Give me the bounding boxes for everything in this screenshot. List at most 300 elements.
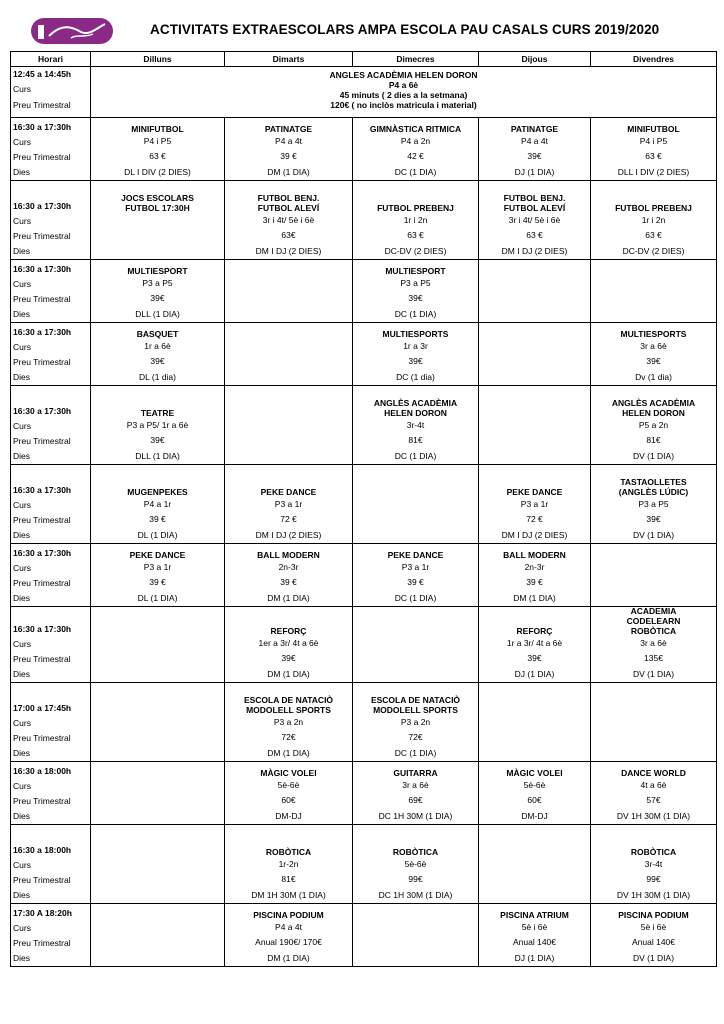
activity-title: ANGLÈS ACADÈMIA (611, 397, 696, 408)
activity-title: BALL MODERN (503, 549, 566, 560)
activity-title: MUGENPEKES (127, 486, 188, 497)
activity-preu: 39€ (646, 514, 661, 524)
activity-dies: DM (1 DIA) (513, 592, 556, 603)
activity-cell (479, 825, 591, 904)
activity-title: REFORÇ (516, 625, 553, 636)
activity-dies: DL (1 dia) (138, 371, 176, 382)
activity-preu: 63 € (407, 230, 424, 240)
activity-curs: 3r i 4t/ 5è i 6è (508, 214, 561, 225)
activity-title: MÀGIC VOLEI (506, 767, 563, 778)
activity-preu: 42 € (407, 151, 424, 161)
label-dies: Dies (13, 530, 31, 540)
activity-curs: 1er a 3r/ 4t a 6è (258, 637, 319, 648)
activity-preu: 81€ (646, 435, 661, 445)
activity-preu: 99€ (646, 874, 661, 884)
activity-dies: DM 1H 30M (1 DIA) (251, 889, 326, 900)
label-preu: Preu Trimestral (13, 357, 71, 367)
activity-title: (ANGLÈS LÚDIC) (618, 486, 689, 497)
row-labels (11, 607, 91, 683)
activity-dies: DC-DV (2 DIES) (622, 245, 685, 256)
activity-curs: 3r-4t (406, 419, 425, 430)
activity-curs: P4 i P5 (639, 135, 668, 146)
row-labels (11, 465, 91, 544)
header-row (11, 52, 717, 67)
label-preu: Preu Trimestral (13, 733, 71, 743)
activity-cell (479, 607, 591, 683)
activity-title: MINIFUTBOL (131, 123, 184, 134)
activity-dies: DLL (1 DIA) (135, 450, 180, 461)
label-preu: Preu Trimestral (13, 875, 71, 885)
label-curs: Curs (13, 216, 31, 226)
col-header: Dijous (479, 52, 591, 67)
activity-cell (91, 683, 225, 762)
row-labels (11, 118, 91, 181)
time-label: 16:30 a 17:30h (13, 122, 72, 132)
activity-title: HELEN DORON (622, 407, 685, 418)
activity-preu: 39 € (149, 577, 166, 587)
label-dies: Dies (13, 309, 31, 319)
activity-preu: 39€ (150, 293, 165, 303)
activity-preu: 57€ (646, 795, 661, 805)
activity-title: MULTIESPORT (127, 265, 188, 276)
activity-title: PEKE DANCE (387, 549, 444, 560)
activity-title: BALL MODERN (257, 549, 320, 560)
activity-cell (225, 260, 353, 323)
activity-cell (591, 825, 717, 904)
activity-curs: 5è i 6è (640, 921, 667, 932)
activity-curs: P5 a 2n (638, 419, 669, 430)
label-preu: Preu Trimestral (13, 152, 71, 162)
activity-preu: Anual 190€/ 170€ (255, 937, 322, 947)
activity-cell (353, 118, 479, 181)
activity-cell (353, 544, 479, 607)
activity-preu: Anual 140€ (631, 937, 675, 947)
label-dies: Dies (13, 811, 31, 821)
time-label: 16:30 a 17:30h (13, 264, 72, 274)
activity-dies: DC 1H 30M (1 DIA) (378, 810, 453, 821)
activity-dies: DLL (1 DIA) (135, 308, 180, 319)
activity-curs: 3r a 6è (402, 779, 429, 790)
activity-title: PEKE DANCE (506, 486, 563, 497)
time-label: 16:30 a 17:30h (13, 548, 72, 558)
time-label: 16:30 a 18:00h (13, 845, 72, 855)
activity-cell (91, 118, 225, 181)
label-preu: Preu Trimestral (13, 294, 71, 304)
activity-cell (479, 118, 591, 181)
schedule-block (11, 260, 717, 323)
activity-title: ACADEMIA (630, 607, 677, 616)
activity-title: REFORÇ (270, 625, 307, 636)
activity-cell (91, 607, 225, 683)
row-labels (11, 544, 91, 607)
activity-cell (225, 825, 353, 904)
label-curs: Curs (13, 279, 31, 289)
activity-title: TEATRE (140, 407, 175, 418)
activity-cell (91, 465, 225, 544)
activity-preu: 39 € (280, 577, 297, 587)
time-label: 16:30 a 17:30h (13, 624, 72, 634)
activity-cell (591, 386, 717, 465)
activity-dies: DC (1 DIA) (394, 592, 437, 603)
activity-curs: P3 a P5 (142, 277, 173, 288)
activity-title: FUTBOL 17:30H (125, 202, 190, 213)
label-curs: Curs (13, 923, 31, 933)
activity-preu: 99€ (408, 874, 423, 884)
activity-cell (225, 386, 353, 465)
activity-cell (591, 607, 717, 683)
label-curs: Curs (13, 639, 31, 649)
time-label: 16:30 a 17:30h (13, 406, 72, 416)
activity-cell (591, 181, 717, 260)
activity-title: HELEN DORON (384, 407, 447, 418)
activity-title: DANCE WORLD (621, 767, 686, 778)
activity-price: 120€ ( no inclòs matricula i material) (330, 100, 477, 110)
activity-curs: 3r a 6è (640, 340, 667, 351)
activity-cell (225, 762, 353, 825)
activity-curs: 3r-4t (644, 858, 663, 869)
label-curs: Curs (13, 563, 31, 573)
activity-dies: DL I DIV (2 DIES) (124, 166, 191, 177)
schedule-block (11, 825, 717, 904)
row-labels (11, 386, 91, 465)
activity-cell (479, 544, 591, 607)
activity-preu: 72 € (280, 514, 297, 524)
activity-cell (479, 181, 591, 260)
activity-cell (591, 904, 717, 967)
row-labels (11, 683, 91, 762)
col-header: Horari (11, 52, 91, 67)
activity-preu: 81€ (408, 435, 423, 445)
activity-dies: Dv (1 dia) (635, 371, 672, 382)
activity-curs: P4 a 6è (388, 80, 419, 90)
activity-curs: 1r i 2n (403, 214, 428, 225)
schedule-block (11, 323, 717, 386)
label-dies: Dies (13, 246, 31, 256)
activity-title: MULTIESPORTS (382, 328, 449, 339)
activity-title: CODELEARN (626, 615, 681, 626)
activity-curs: 5è-6è (404, 858, 427, 869)
schedule-block (11, 607, 717, 683)
activity-dies: DJ (1 DIA) (514, 952, 555, 963)
time-label: 16:30 a 17:30h (13, 201, 72, 211)
activity-cell (479, 904, 591, 967)
activity-cell (591, 683, 717, 762)
activity-cell (591, 118, 717, 181)
activity-dies: DJ (1 DIA) (514, 166, 555, 177)
activity-cell (225, 181, 353, 260)
label-dies: Dies (13, 372, 31, 382)
activity-curs: 1r a 3r/ 4t a 6è (506, 637, 563, 648)
activity-cell (479, 260, 591, 323)
activity-dies: DV 1H 30M (1 DIA) (616, 810, 691, 821)
time-label: 12:45 a 14:45h (13, 69, 72, 79)
label-preu: Preu Trimestral (13, 515, 71, 525)
label-preu: Preu Trimestral (13, 100, 71, 110)
activity-dies: DM (1 DIA) (267, 592, 310, 603)
activity-title: MULTIESPORT (385, 265, 446, 276)
activity-dies: DM (1 DIA) (267, 166, 310, 177)
activity-cell (91, 181, 225, 260)
label-preu: Preu Trimestral (13, 796, 71, 806)
activity-title: PATINATGE (510, 123, 559, 134)
activity-curs: 2n-3r (524, 561, 545, 572)
schedule-block (11, 118, 717, 181)
activity-curs: P4 a 1r (143, 498, 172, 509)
activity-dies: DJ (1 DIA) (514, 668, 555, 679)
activity-cell (479, 762, 591, 825)
activity-cell (353, 762, 479, 825)
row-labels (11, 260, 91, 323)
activity-curs: 1r-2n (278, 858, 299, 869)
activity-cell (591, 323, 717, 386)
activity-cell (91, 386, 225, 465)
activity-dies: DC (1 DIA) (394, 747, 437, 758)
activity-cell (91, 762, 225, 825)
activity-title: FUTBOL ALEVÍ (257, 202, 320, 213)
schedule-block (11, 67, 717, 118)
activity-title: ROBÒTICA (630, 625, 677, 636)
activity-preu: 39€ (408, 356, 423, 366)
activity-preu: 63 € (149, 151, 166, 161)
activity-dies: DM (1 DIA) (267, 668, 310, 679)
label-curs: Curs (13, 860, 31, 870)
activity-title: PATINATGE (264, 123, 313, 134)
row-labels (11, 67, 91, 118)
activity-cell (91, 825, 225, 904)
activity-title: ANGLÈS ACADÈMIA (373, 397, 458, 408)
activity-title: MÀGIC VOLEI (260, 767, 317, 778)
activity-cell (225, 465, 353, 544)
row-labels (11, 825, 91, 904)
activity-preu: 39 € (407, 577, 424, 587)
schedule-block (11, 465, 717, 544)
activity-preu: 39€ (281, 653, 296, 663)
activity-preu: 135€ (644, 653, 663, 663)
activity-title: ROBÒTICA (630, 846, 677, 857)
activity-preu: 63 € (645, 230, 662, 240)
activity-cell (225, 118, 353, 181)
activity-dies: DV (1 DIA) (632, 450, 675, 461)
schedule-block (11, 762, 717, 825)
activity-cell (479, 683, 591, 762)
label-dies: Dies (13, 451, 31, 461)
time-label: 17:00 a 17:45h (13, 703, 72, 713)
activity-preu: 39€ (150, 435, 165, 445)
schedule-block (11, 544, 717, 607)
activity-cell (353, 904, 479, 967)
activity-curs: 3r i 4t/ 5è i 6è (262, 214, 315, 225)
activity-preu: 39€ (646, 356, 661, 366)
activity-curs: P4 a 4t (275, 135, 302, 146)
label-dies: Dies (13, 593, 31, 603)
activity-title: MODOLELL SPORTS (246, 704, 331, 715)
activity-curs: P3 a P5/ 1r a 6è (126, 419, 189, 430)
activity-curs: P4 a 4t (521, 135, 548, 146)
activity-dies: DC (1 DIA) (394, 166, 437, 177)
activity-curs: P3 a 1r (401, 561, 430, 572)
col-header: Divendres (591, 52, 717, 67)
label-dies: Dies (13, 669, 31, 679)
activity-curs: 3r a 6è (640, 637, 667, 648)
schedule-block (11, 904, 717, 967)
activity-dies: DM I DJ (2 DIES) (501, 529, 568, 540)
activity-cell (353, 323, 479, 386)
activity-curs: P3 a P5 (400, 277, 431, 288)
activity-cell (91, 323, 225, 386)
activity-preu: 81€ (281, 874, 296, 884)
activity-preu: 63€ (281, 230, 296, 240)
activity-dies: DM I DJ (2 DIES) (501, 245, 568, 256)
schedule-block (11, 683, 717, 762)
activity-title: FUTBOL PREBENJ (615, 202, 692, 213)
activity-cell (353, 181, 479, 260)
row-labels (11, 181, 91, 260)
activity-title: GIMNÀSTICA RITMICA (369, 123, 462, 134)
activity-preu: 60€ (527, 795, 542, 805)
activity-title: PISCINA PODIUM (253, 909, 324, 920)
label-preu: Preu Trimestral (13, 654, 71, 664)
activity-dies: DLL I DIV (2 DIES) (617, 166, 690, 177)
activity-cell (353, 825, 479, 904)
activity-title: MINIFUTBOL (627, 123, 680, 134)
activity-title: PISCINA ATRIUM (500, 909, 569, 920)
activity-preu: 72 € (526, 514, 543, 524)
row-labels (11, 762, 91, 825)
activity-cell (591, 260, 717, 323)
activity-cell (225, 904, 353, 967)
activity-title: ESCOLA DE NATACIÒ (243, 694, 334, 705)
label-curs: Curs (13, 342, 31, 352)
activity-curs: P3 a 2n (273, 716, 304, 727)
activity-curs: 1r i 2n (641, 214, 666, 225)
activity-cell (91, 544, 225, 607)
activity-cell (353, 465, 479, 544)
activity-curs: 4t a 6è (640, 779, 667, 790)
time-label: 17:30 A 18:20h (13, 908, 72, 918)
page-title: ACTIVITATS EXTRAESCOLARS AMPA ESCOLA PAU CASALS CURS 2019/2020 (150, 22, 660, 37)
activity-curs: P4 a 4t (275, 921, 302, 932)
activity-dies: DM (1 DIA) (267, 747, 310, 758)
activity-curs: 5è-6è (277, 779, 300, 790)
activity-title: PEKE DANCE (129, 549, 186, 560)
label-curs: Curs (13, 137, 31, 147)
activity-dies: DM-DJ (275, 810, 302, 821)
activity-preu: 39€ (527, 653, 542, 663)
activity-cell (91, 260, 225, 323)
activity-curs: 1r a 6è (144, 340, 171, 351)
ampa-logo-icon (31, 16, 113, 47)
time-label: 16:30 a 18:00h (13, 766, 72, 776)
activity-title: ESCOLA DE NATACIÒ (370, 694, 461, 705)
activity-curs: P3 a P5 (638, 498, 669, 509)
activity-dies: DM I DJ (2 DIES) (255, 529, 322, 540)
activity-preu: 39€ (150, 356, 165, 366)
activity-curs: P3 a 2n (400, 716, 431, 727)
activity-preu: 39€ (408, 293, 423, 303)
label-curs: Curs (13, 500, 31, 510)
activity-cell (91, 67, 717, 118)
activity-preu: 72€ (281, 732, 296, 742)
schedule-block (11, 181, 717, 260)
label-dies: Dies (13, 167, 31, 177)
activity-preu: 60€ (281, 795, 296, 805)
activity-curs: 5è-6è (523, 779, 546, 790)
activity-cell (225, 683, 353, 762)
activity-title: TASTAOLLETES (620, 476, 687, 487)
activity-cell (591, 762, 717, 825)
col-header: Dilluns (91, 52, 225, 67)
activity-preu: Anual 140€ (512, 937, 556, 947)
activity-title: MODOLELL SPORTS (373, 704, 458, 715)
activity-preu: 63 € (645, 151, 662, 161)
activity-curs: P4 i P5 (143, 135, 172, 146)
row-labels (11, 904, 91, 967)
activity-cell (353, 386, 479, 465)
schedule-table (10, 51, 717, 967)
label-preu: Preu Trimestral (13, 938, 71, 948)
activity-dies: DC-DV (2 DIES) (384, 245, 447, 256)
activity-cell (479, 323, 591, 386)
label-dies: Dies (13, 748, 31, 758)
activity-preu: 69€ (408, 795, 423, 805)
label-dies: Dies (13, 953, 31, 963)
label-curs: Curs (13, 84, 31, 94)
activity-curs: P3 a 1r (274, 498, 303, 509)
label-curs: Curs (13, 718, 31, 728)
activity-title: BASQUET (136, 328, 179, 339)
activity-dies: DM (1 DIA) (267, 952, 310, 963)
activity-curs: 1r a 3r (403, 340, 428, 351)
col-header: Dimarts (225, 52, 353, 67)
activity-dies: DC (1 DIA) (394, 308, 437, 319)
activity-title: PEKE DANCE (260, 486, 317, 497)
activity-preu: 63 € (526, 230, 543, 240)
activity-title: PISCINA PODIUM (618, 909, 689, 920)
activity-curs: P3 a 1r (143, 561, 172, 572)
activity-title: FUTBOL BENJ. (503, 192, 566, 203)
activity-cell (91, 904, 225, 967)
activity-preu: 39 € (526, 577, 543, 587)
activity-cell (353, 260, 479, 323)
activity-cell (479, 386, 591, 465)
activity-cell (353, 683, 479, 762)
activity-cell (353, 607, 479, 683)
activity-title: ANGLES ACADÈMIA HELEN DORON (329, 70, 478, 80)
activity-dies: DC 1H 30M (1 DIA) (378, 889, 453, 900)
activity-curs: P4 a 2n (400, 135, 431, 146)
activity-cell (225, 544, 353, 607)
activity-dies: DL (1 DIA) (137, 529, 178, 540)
activity-dies: DV (1 DIA) (632, 668, 675, 679)
activity-title: GUITARRA (393, 767, 438, 778)
activity-dies: DC (1 dia) (396, 371, 435, 382)
activity-dies: DV (1 DIA) (632, 529, 675, 540)
label-preu: Preu Trimestral (13, 231, 71, 241)
label-curs: Curs (13, 781, 31, 791)
activity-preu: 39 € (149, 514, 166, 524)
activity-cell (225, 607, 353, 683)
label-dies: Dies (13, 890, 31, 900)
label-preu: Preu Trimestral (13, 436, 71, 446)
activity-cell (225, 323, 353, 386)
activity-title: FUTBOL BENJ. (257, 192, 320, 203)
activity-preu: 39€ (527, 151, 542, 161)
activity-dies: DV (1 DIA) (632, 952, 675, 963)
activity-cell (591, 465, 717, 544)
activity-dies: DL (1 DIA) (137, 592, 178, 603)
activity-dies: DM I DJ (2 DIES) (255, 245, 322, 256)
time-label: 16:30 a 17:30h (13, 485, 72, 495)
